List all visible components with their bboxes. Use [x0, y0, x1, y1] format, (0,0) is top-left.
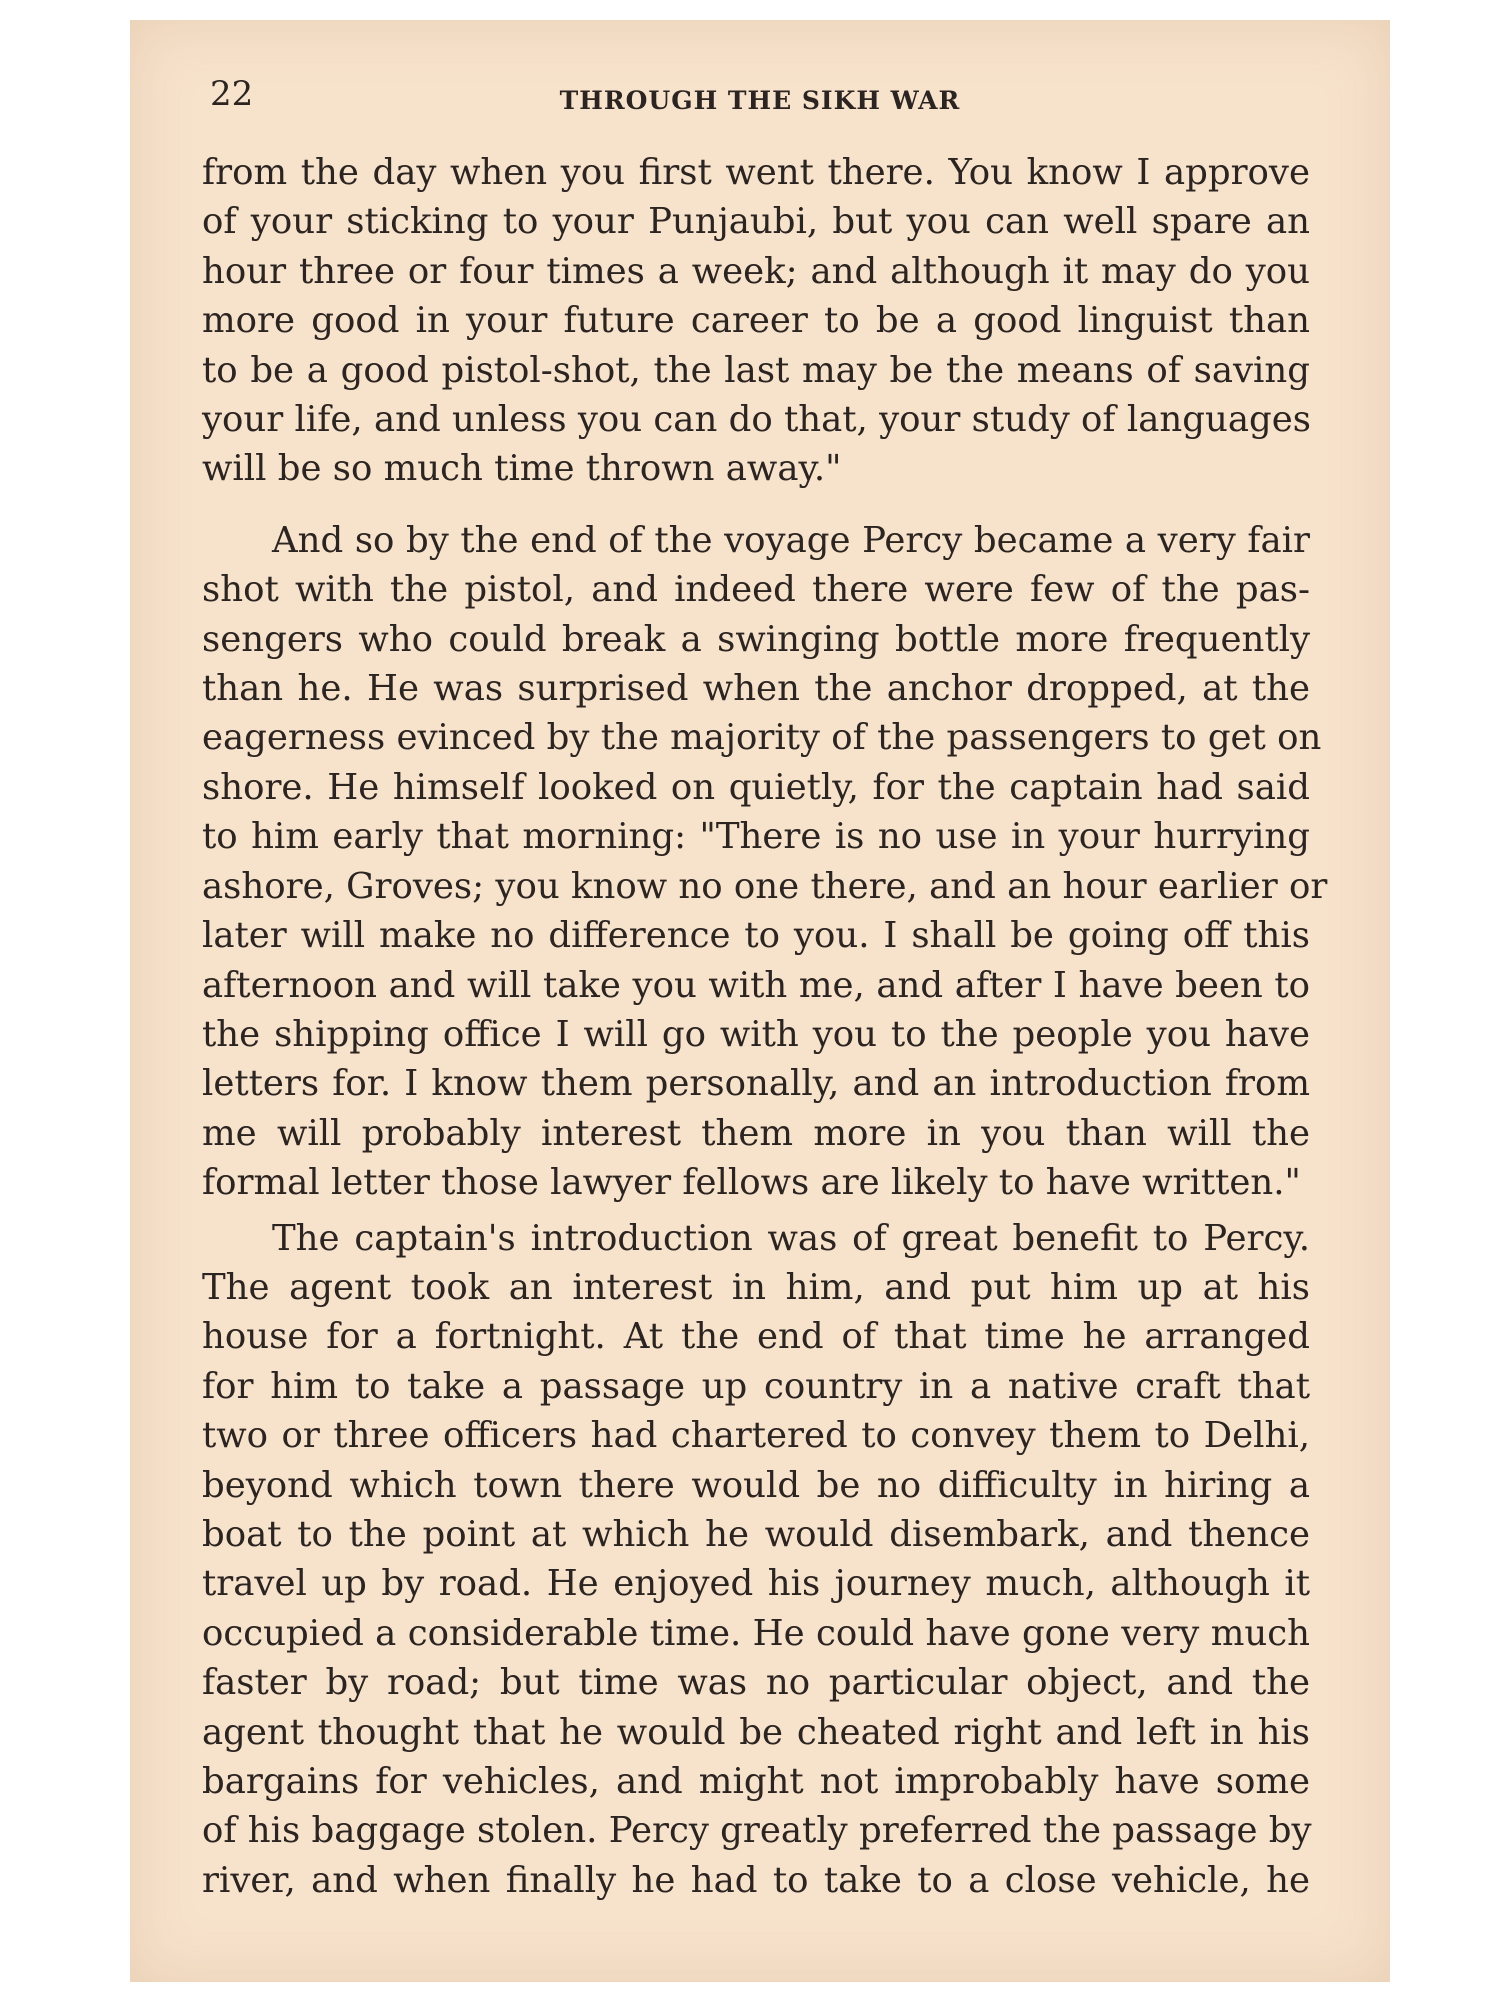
text-line: more good in your future career to be a good linguist than: [202, 300, 1310, 342]
text-line: The captain's introduction was of great benefit to Percy.: [272, 1217, 1310, 1259]
page-header: [210, 50, 1310, 115]
text-line: faster by road; but time was no particular object, and the: [202, 1662, 1310, 1704]
text-line: afternoon and will take you with me, and after I have been to: [202, 964, 1310, 1006]
text-line: me will probably interest them more in you than will the: [202, 1112, 1310, 1154]
text-line: travel up by road. He enjoyed his journey much, although it: [202, 1563, 1310, 1605]
text-line: river, and when finally he had to take to a close vehicle, he: [202, 1859, 1310, 1901]
text-line: for him to take a passage up country in a native craft that: [202, 1365, 1310, 1407]
book-page: [130, 20, 1390, 1982]
text-line: boat to the point at which he would disembark, and thence: [202, 1513, 1310, 1555]
text-line: formal letter those lawyer fellows are likely to have written.": [202, 1162, 1301, 1204]
text-line: hour three or four times a week; and although it may do you: [202, 250, 1310, 292]
text-line: from the day when you first went there. You know I approve: [202, 152, 1310, 193]
text-line: of your sticking to your Punjaubi, but you can well spare an: [202, 201, 1310, 243]
page-number: 22: [210, 74, 254, 114]
paragraph-2: [202, 516, 1328, 1208]
text-line: later will make no difference to you. I shall be going off this: [202, 915, 1310, 957]
text-line: your life, and unless you can do that, your study of languages: [202, 399, 1311, 441]
text-line: agent thought that he would be cheated right and left in his: [202, 1711, 1310, 1753]
text-line: the shipping office I will go with you to the people you have: [202, 1013, 1310, 1055]
text-line: house for a fortnight. At the end of that time he arranged: [202, 1316, 1310, 1358]
text-line: two or three officers had chartered to convey them to Delhi,: [202, 1415, 1310, 1457]
text-line: than he. He was surprised when the anchor dropped, at the: [202, 668, 1310, 710]
text-line: beyond which town there would be no difficulty in hiring a: [202, 1464, 1310, 1506]
text-line: of his baggage stolen. Percy greatly preferred the passage by: [202, 1810, 1312, 1852]
text-line: eagerness evinced by the majority of the passengers to get on: [202, 717, 1322, 759]
text-line: occupied a considerable time. He could have gone very much: [202, 1612, 1310, 1654]
paragraph-1: [202, 148, 1310, 494]
text-line: bargains for vehicles, and might not improbably have some: [202, 1761, 1310, 1802]
text-line: shot with the pistol, and indeed there were few of the pas-: [202, 569, 1310, 611]
text-line: will be so much time thrown away.": [202, 448, 842, 490]
text-line: letters for. I know them personally, and an introduction from: [202, 1063, 1310, 1105]
text-line: to be a good pistol-shot, the last may be the means of saving: [202, 349, 1310, 391]
running-head: THROUGH THE SIKH WAR: [559, 86, 961, 115]
text-line: ashore, Groves; you know no one there, and an hour earlier or: [202, 865, 1328, 907]
text-line: The agent took an interest in him, and put him up at his: [202, 1266, 1310, 1308]
text-line: shore. He himself looked on quietly, for the captain had said: [202, 766, 1310, 808]
body-text: [202, 148, 1328, 1905]
text-line: And so by the end of the voyage Percy became a very fair: [272, 519, 1310, 561]
text-line: to him early that morning: "There is no use in your hurrying: [202, 816, 1310, 858]
text-line: sengers who could break a swinging bottle more frequently: [202, 618, 1310, 660]
paragraph-3: [202, 1214, 1310, 1906]
